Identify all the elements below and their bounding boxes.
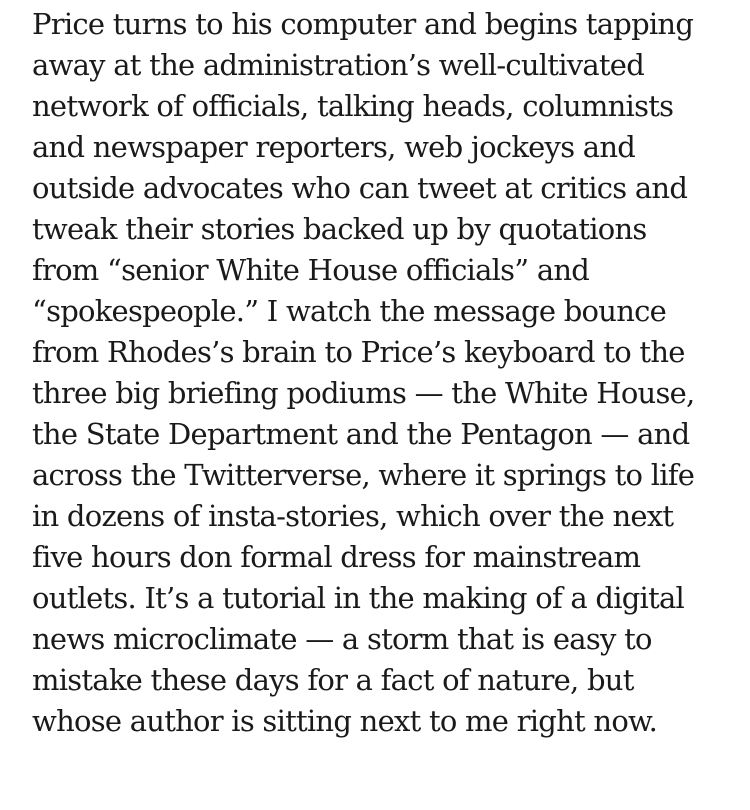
text-line: mistake these days for a fact of nature, but — [32, 663, 634, 697]
text-line: across the Twitterverse, where it springs to life — [32, 458, 695, 492]
text-line: “spokespeople.” I watch the message bounce — [32, 294, 667, 328]
text-line: whose author is sitting next to me right now. — [32, 704, 658, 738]
text-line: Price turns to his computer and begins tapping — [32, 7, 694, 41]
text-line: outside advocates who can tweet at critics and — [32, 171, 688, 205]
text-line: and newspaper reporters, web jockeys and — [32, 130, 636, 164]
text-line: three big briefing podiums — the White House, — [32, 376, 695, 410]
text-line: the State Department and the Pentagon — and — [32, 417, 690, 451]
text-line: news microclimate — a storm that is easy to — [32, 622, 652, 656]
text-line: network of officials, talking heads, columnists — [32, 89, 674, 123]
text-line: tweak their stories backed up by quotations — [32, 212, 647, 246]
text-line: five hours don formal dress for mainstream — [32, 540, 641, 574]
text-line: in dozens of insta-stories, which over the next — [32, 499, 674, 533]
text-line: from Rhodes’s brain to Price’s keyboard to the — [32, 335, 685, 369]
text-line: from “senior White House officials” and — [32, 253, 590, 287]
text-line: outlets. It’s a tutorial in the making of a digital — [32, 581, 685, 615]
text-line: away at the administration’s well-cultivated — [32, 48, 645, 82]
article-paragraph — [32, 0, 744, 742]
